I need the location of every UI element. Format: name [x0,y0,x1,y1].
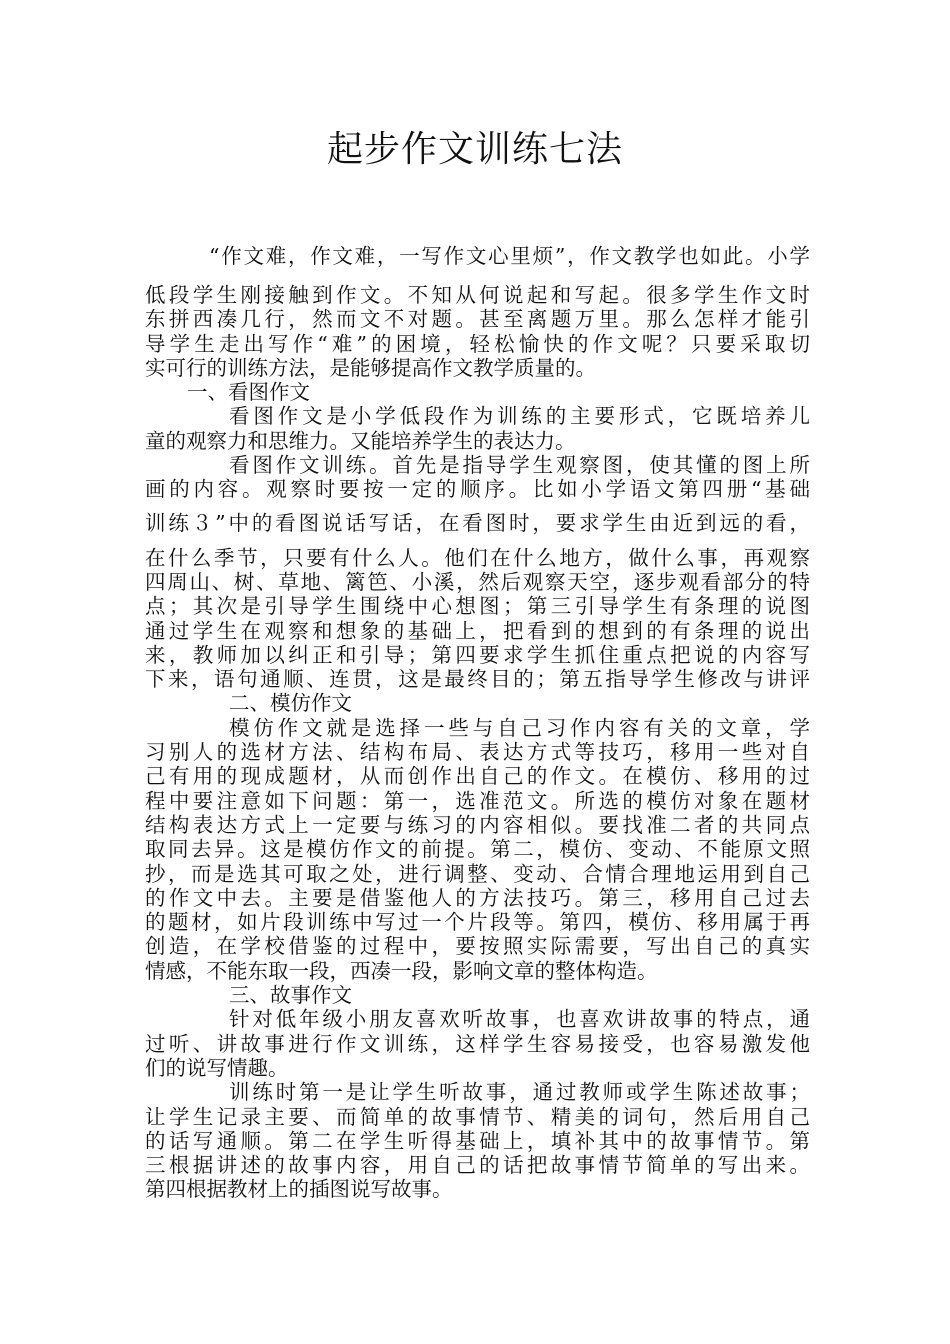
text-line: 模仿作文就是选择一些与自己习作内容有关的文章，学 [229,715,810,740]
text-line: 习别人的选材方法、结构布局、表达方式等技巧，移用一些对自 [145,740,810,765]
text-line: 下来，语句通顺、连贯，这是最终目的；第五指导学生修改与讲评 [145,667,810,692]
document-title: 起步作文训练七法 [326,129,623,170]
text-line: 在什么季节，只要有什么人。他们在什么地方，做什么事，再观察 [145,545,810,570]
section-heading: 三、故事作文 [229,983,352,1008]
text-line: 的题材，如片段训练中写过一个片段等。第四，模仿、移用属于再 [145,910,810,935]
text-line: 导学生走出写作“难”的困境，轻松愉快的作文呢？只要采取切 [145,331,810,356]
text-line: 看图作文训练。首先是指导学生观察图，使其懂的图上所 [229,453,810,478]
section-heading: 二、模仿作文 [229,691,352,716]
text-line: 点；其次是引导学生围绕中心想图；第三引导学生有条理的说图 [145,594,810,619]
text-line: 针对低年级小朋友喜欢听故事，也喜欢讲故事的特点，通 [229,1007,810,1032]
text-line: 童的观察力和思维力。又能培养学生的表达力。 [145,428,576,453]
text-line: 训练时第一是让学生听故事，通过教师或学生陈述故事； [229,1080,810,1105]
text-line: 第四根据教材上的插图说写故事。 [145,1177,453,1202]
text-line: 让学生记录主要、而简单的故事情节、精美的词句，然后用自己 [145,1104,810,1129]
text-line: 低段学生刚接触到作文。不知从何说起和写起。很多学生作文时 [145,283,810,307]
section1-paragraph-1 [145,404,810,453]
section2-paragraph-1 [145,716,810,983]
text-line: 们的说写情趣。 [145,1055,289,1080]
text-line: 创造，在学校借鉴的过程中，要按照实际需要，写出自己的真实 [145,934,810,959]
text-line: 画的内容。观察时要按一定的顺序。比如小学语文第四册“基础 [145,477,810,502]
text-line: 情感，不能东取一段，西凑一段，影响文章的整体构造。 [145,958,658,983]
text-line: 过听、讲故事进行作文训练，这样学生容易接受，也容易激发他 [145,1031,810,1056]
text-line: 三根据讲述的故事内容，用自己的话把故事情节简单的写出来。 [145,1153,810,1178]
text-line: “作文难，作文难，一写作文心里烦”，作文教学也如此。小学 [209,244,810,268]
text-line: 通过学生在观察和想象的基础上，把看到的想到的有条理的说出 [145,618,810,643]
section1-paragraph-2 [145,453,810,691]
text-line: 的作文中去。主要是借鉴他人的方法技巧。第三，移用自己过去 [145,885,810,910]
document-body [145,233,810,1202]
text-line: 东拼西凑几行，然而文不对题。甚至离题万里。那么怎样才能引 [145,307,810,332]
text-line: 取同去异。这是模仿作文的前提。第二，模仿、变动、不能原文照 [145,837,810,862]
text-line: 四周山、树、草地、篱笆、小溪，然后观察天空，逐步观看部分的特 [145,569,810,594]
text-line: 的话写通顺。第二在学生听得基础上，填补其中的故事情节。第 [145,1128,810,1153]
intro-paragraph [145,233,810,380]
section-heading: 一、看图作文 [187,380,310,405]
text-line: 己有用的现成题材，从而创作出自己的作文。在模仿、移用的过 [145,764,810,789]
text-line: 结构表达方式上一定要与练习的内容相似。要找准二者的共同点 [145,812,810,837]
text-line: 抄，而是选其可取之处，进行调整、变动、合情合理地运用到自己 [145,861,810,886]
text-line: 看图作文是小学低段作为训练的主要形式，它既培养儿 [229,404,810,429]
section3-paragraph-2 [145,1080,810,1201]
text-line: 实可行的训练方法，是能够提高作文教学质量的。 [145,355,596,380]
text-line: 程中要注意如下问题：第一，选准范文。所选的模仿对象在题材 [145,788,810,813]
text-line: 训练３”中的看图说话写话，在看图时，要求学生由近到远的看， [145,510,810,535]
text-line: 来，教师加以纠正和引导；第四要求学生抓住重点把说的内容写 [145,642,810,667]
section3-paragraph-1 [145,1007,810,1080]
